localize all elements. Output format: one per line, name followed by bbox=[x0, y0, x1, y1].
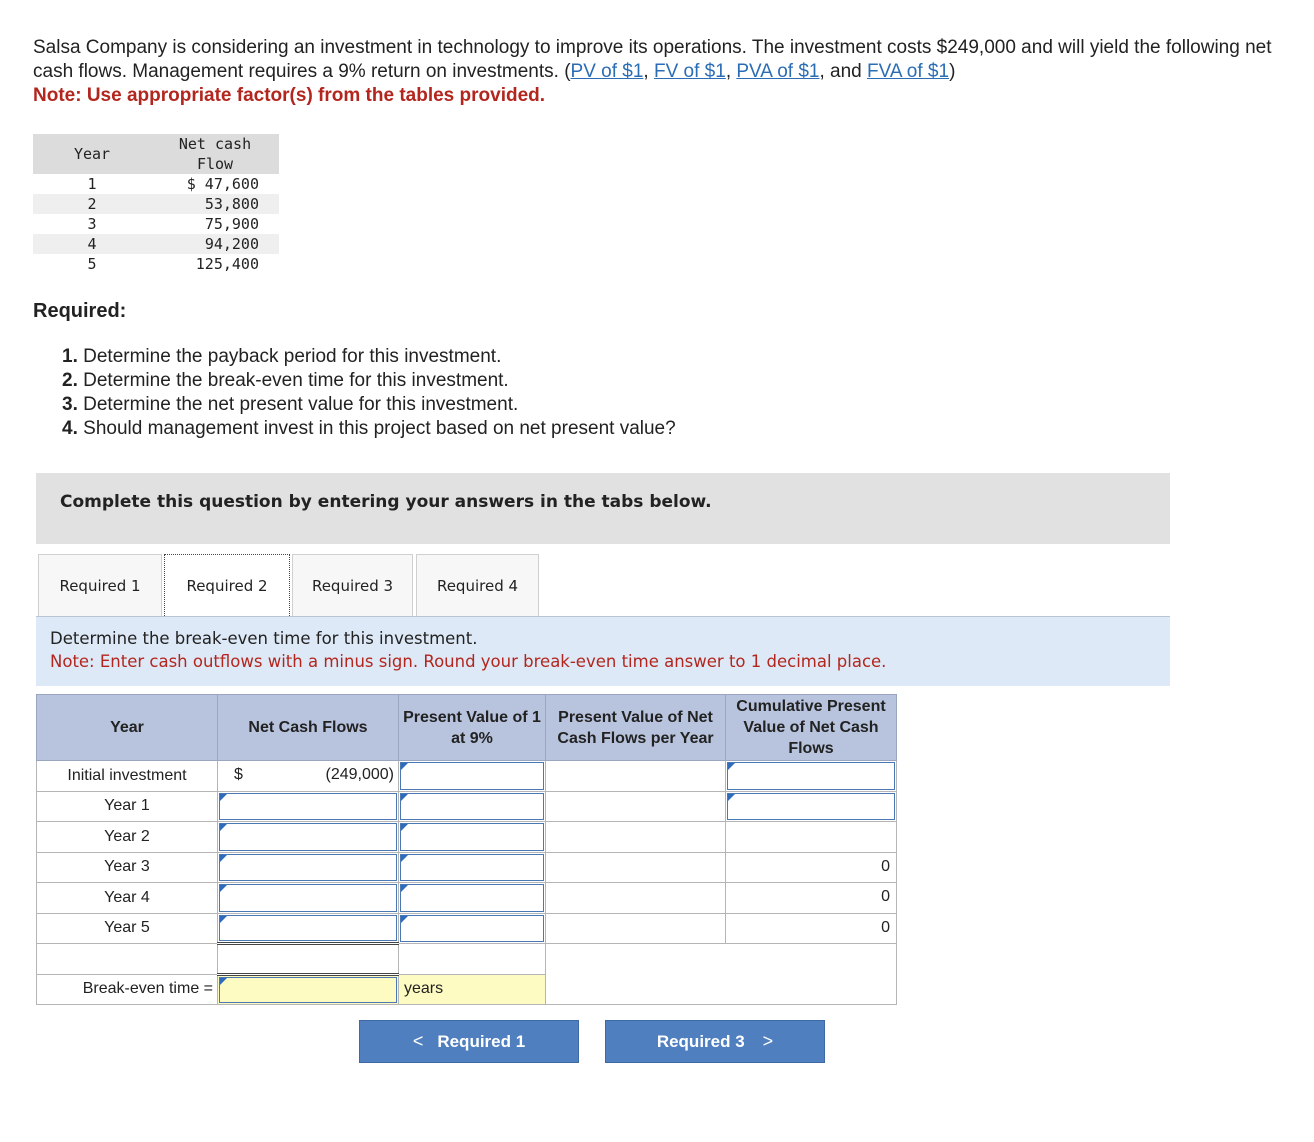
row-label: Year 4 bbox=[37, 883, 218, 914]
years-label: years bbox=[404, 979, 444, 997]
note-text: Note: Use appropriate factor(s) from the tables provided. bbox=[33, 85, 546, 106]
required-item-text: Determine the payback period for this investment. bbox=[83, 346, 502, 367]
header-cumulative-pv: Cumulative Present Value of Net Cash Flows bbox=[726, 695, 897, 761]
required-item bbox=[62, 393, 676, 417]
row-label: Year 1 bbox=[37, 791, 218, 822]
required-item-number: 3. bbox=[62, 394, 78, 415]
cumulative-cell bbox=[726, 883, 897, 914]
required-item bbox=[62, 345, 676, 369]
break-even-input[interactable] bbox=[219, 977, 397, 1004]
intro-text: Salsa Company is considering an investment in technology to improve its operations. The investment costs $249,000 and will yield the following net cash flows. Management requires a 9% return on investments. ( bbox=[33, 37, 1272, 82]
header-pv-net-cash-flows: Present Value of Net Cash Flows per Year bbox=[546, 695, 726, 761]
problem-intro bbox=[33, 36, 1283, 108]
pv-factor-cell bbox=[399, 913, 546, 944]
cumulative-cell bbox=[726, 761, 897, 792]
blank-cell bbox=[218, 944, 399, 975]
pv-factor-cell bbox=[399, 852, 546, 883]
required-item-text: Determine the break-even time for this investment. bbox=[83, 370, 509, 391]
table-row bbox=[37, 913, 897, 944]
tab-required-4[interactable]: Required 4 bbox=[416, 554, 539, 616]
pv-net-cell bbox=[546, 791, 726, 822]
row-label: Year 2 bbox=[37, 822, 218, 853]
cash-table-year: 1 bbox=[87, 175, 97, 193]
fv-of-1-link[interactable]: FV of $1 bbox=[653, 61, 726, 82]
row-label: Initial investment bbox=[37, 761, 218, 792]
cash-table-header-year: Year bbox=[33, 134, 151, 174]
required-heading: Required: bbox=[33, 300, 127, 322]
table-row-blank bbox=[37, 944, 897, 975]
cash-table-year: 5 bbox=[87, 255, 97, 273]
pva-of-1-link[interactable]: PVA of $1 bbox=[736, 61, 820, 82]
net-cash-flow-cell bbox=[218, 761, 399, 792]
cumulative-value: 0 bbox=[881, 857, 890, 875]
required-item-number: 4. bbox=[62, 418, 78, 439]
header-net-cash-flows: Net Cash Flows bbox=[218, 695, 399, 761]
prev-button-label: Required 1 bbox=[437, 1031, 526, 1051]
required-item-text: Determine the net present value for this investment. bbox=[83, 394, 519, 415]
break-even-label: Break-even time = bbox=[37, 974, 218, 1005]
row-label: Year 3 bbox=[37, 852, 218, 883]
required-item bbox=[62, 417, 676, 441]
net-cash-flow-input[interactable] bbox=[219, 854, 397, 882]
pv-factor-input[interactable] bbox=[400, 854, 544, 882]
table-row bbox=[37, 761, 897, 792]
close-paren: ) bbox=[949, 61, 956, 82]
instruction-line: Determine the break-even time for this investment. bbox=[50, 629, 478, 648]
net-cash-flow-cell bbox=[218, 883, 399, 914]
prev-required-1-button[interactable] bbox=[359, 1020, 579, 1063]
cumulative-cell bbox=[726, 913, 897, 944]
cumulative-cell bbox=[726, 822, 897, 853]
cash-table-amount: 125,400 bbox=[195, 255, 259, 273]
pv-of-1-link[interactable]: PV of $1 bbox=[570, 61, 644, 82]
initial-investment-value: (249,000) bbox=[325, 766, 394, 783]
cumulative-value: 0 bbox=[881, 918, 890, 936]
cash-flow-table bbox=[33, 134, 279, 274]
link-separator: , bbox=[643, 61, 654, 82]
pv-factor-input[interactable] bbox=[400, 823, 544, 851]
header-year: Year bbox=[37, 695, 218, 761]
cash-table-header-flow-label: Net cash Flow bbox=[178, 135, 252, 173]
tab-required-2[interactable]: Required 2 bbox=[164, 554, 290, 616]
pv-factor-cell bbox=[399, 883, 546, 914]
pv-net-cell bbox=[546, 822, 726, 853]
cash-table-year: 4 bbox=[33, 234, 151, 254]
fva-of-1-link[interactable]: FVA of $1 bbox=[867, 61, 950, 82]
blank-cell bbox=[399, 944, 546, 975]
cash-table-year: 2 bbox=[33, 194, 151, 214]
cumulative-value: 0 bbox=[881, 888, 890, 905]
net-cash-flow-input[interactable] bbox=[219, 793, 397, 821]
pv-factor-cell bbox=[399, 822, 546, 853]
net-cash-flow-cell bbox=[218, 852, 399, 883]
cumulative-input[interactable] bbox=[727, 762, 895, 790]
net-cash-flow-cell bbox=[218, 822, 399, 853]
required-item-text: Should management invest in this project based on net present value? bbox=[83, 418, 676, 439]
break-even-cell bbox=[218, 974, 399, 1005]
required-item-number: 2. bbox=[62, 370, 78, 391]
chevron-left-icon: < bbox=[412, 1031, 424, 1051]
table-row bbox=[37, 852, 897, 883]
pv-net-cell bbox=[546, 883, 726, 914]
blank-cell bbox=[37, 944, 218, 975]
link-separator: , bbox=[725, 61, 737, 82]
link-separator: , and bbox=[819, 61, 868, 82]
cumulative-cell bbox=[726, 791, 897, 822]
tab-required-1[interactable]: Required 1 bbox=[38, 554, 162, 616]
row-label: Year 5 bbox=[37, 913, 218, 944]
tab-required-3[interactable]: Required 3 bbox=[292, 554, 413, 616]
pv-factor-cell bbox=[399, 791, 546, 822]
table-row bbox=[37, 822, 897, 853]
net-cash-flow-input[interactable] bbox=[219, 884, 397, 912]
pv-factor-input[interactable] bbox=[400, 793, 544, 821]
cash-table-amount: 94,200 bbox=[151, 234, 279, 254]
pv-factor-cell bbox=[399, 761, 546, 792]
pv-factor-input[interactable] bbox=[400, 762, 544, 790]
years-cell bbox=[399, 974, 546, 1005]
cumulative-cell bbox=[726, 852, 897, 883]
required-item-number: 1. bbox=[62, 346, 78, 367]
net-cash-flow-cell bbox=[218, 913, 399, 944]
pv-net-cell bbox=[546, 761, 726, 792]
cash-table-amount: 75,900 bbox=[204, 215, 259, 233]
chevron-right-icon: > bbox=[762, 1031, 774, 1051]
pv-net-cell bbox=[546, 913, 726, 944]
cash-table-amount: $ 47,600 bbox=[186, 175, 259, 193]
net-cash-flow-cell bbox=[218, 791, 399, 822]
instruction-note: Note: Enter cash outflows with a minus sign. Round your break-even time answer to 1 decimal place. bbox=[50, 652, 887, 671]
required-item bbox=[62, 369, 676, 393]
tab-instructions bbox=[36, 617, 1170, 686]
blank-cell bbox=[546, 944, 897, 1005]
net-cash-flow-input[interactable] bbox=[219, 823, 397, 851]
table-row bbox=[37, 883, 897, 914]
cash-table-amount: 53,800 bbox=[151, 194, 279, 214]
instruction-banner bbox=[36, 473, 1170, 544]
next-required-3-button[interactable] bbox=[605, 1020, 825, 1063]
dollar-sign: $ bbox=[234, 766, 243, 783]
table-row bbox=[37, 791, 897, 822]
cash-table-year: 3 bbox=[87, 215, 97, 233]
pv-factor-input[interactable] bbox=[400, 884, 544, 912]
cumulative-input[interactable] bbox=[727, 793, 895, 821]
pv-net-cell bbox=[546, 852, 726, 883]
header-pv-factor: Present Value of 1 at 9% bbox=[399, 695, 546, 761]
required-list bbox=[62, 345, 676, 441]
cash-table-header-flow bbox=[151, 134, 279, 174]
break-even-table bbox=[36, 694, 897, 1005]
pv-factor-input[interactable] bbox=[400, 915, 544, 943]
banner-text: Complete this question by entering your answers in the tabs below. bbox=[60, 492, 712, 512]
net-cash-flow-input[interactable] bbox=[219, 915, 397, 942]
next-button-label: Required 3 bbox=[656, 1031, 745, 1051]
